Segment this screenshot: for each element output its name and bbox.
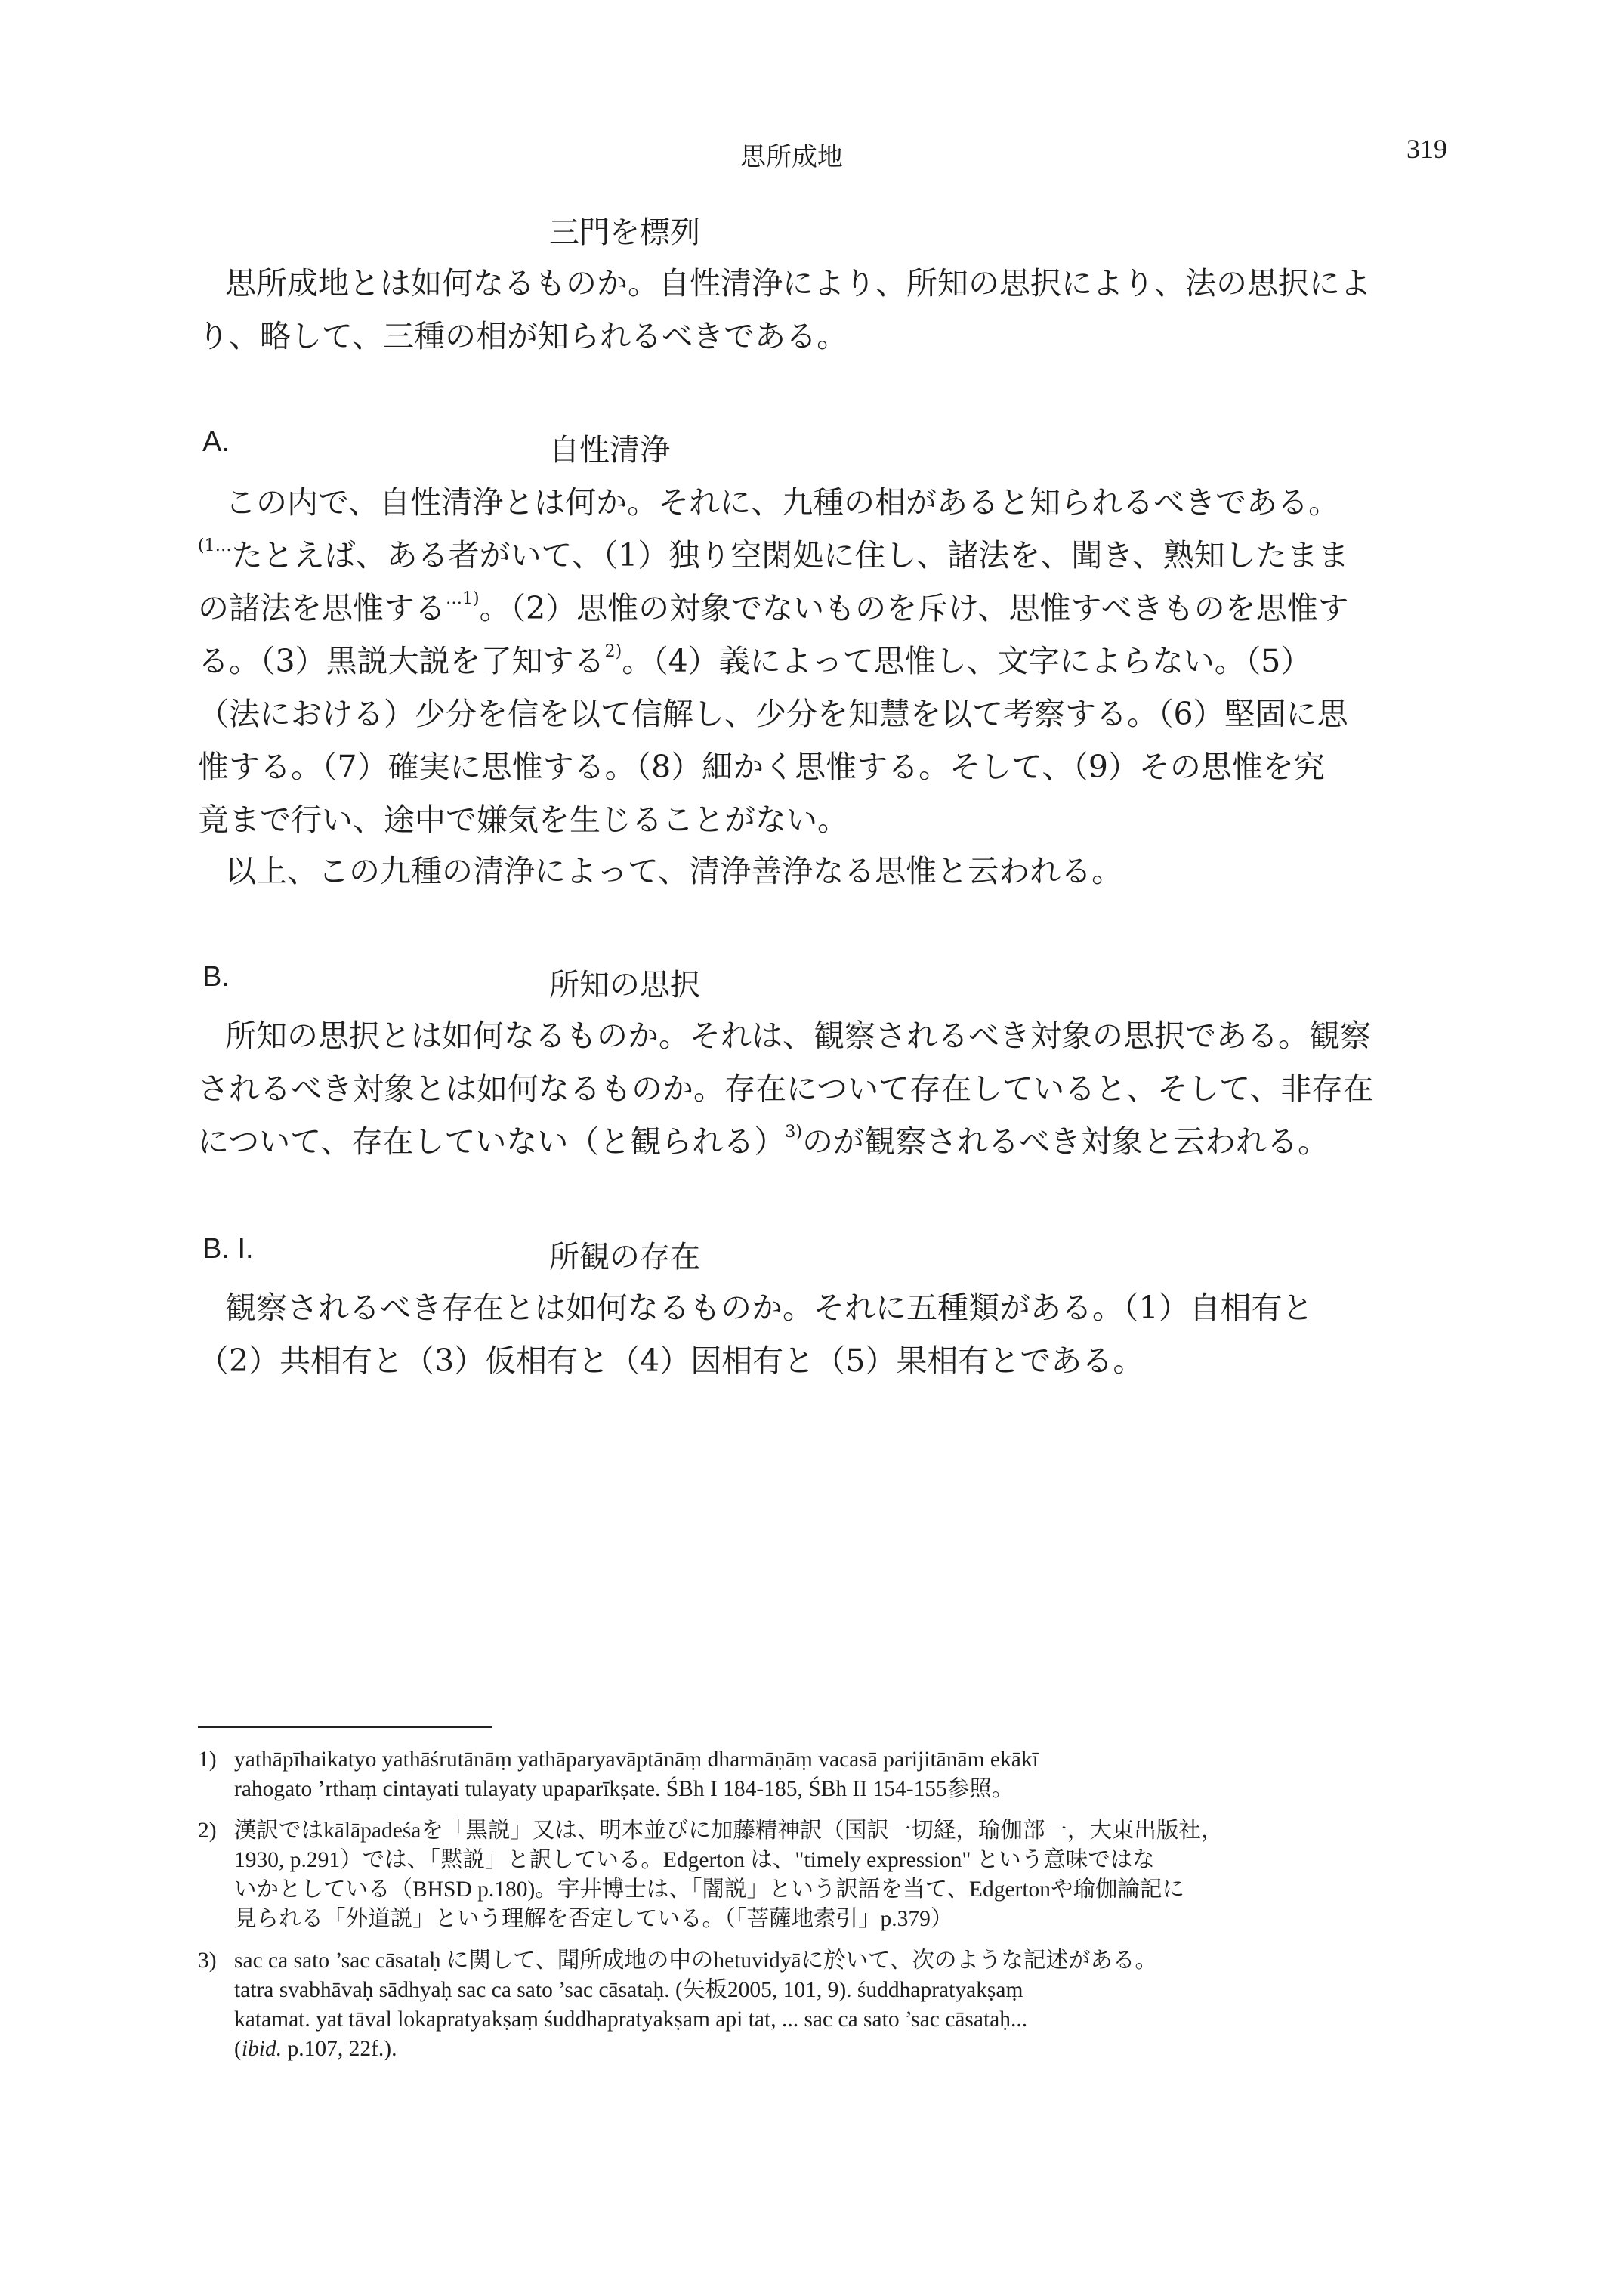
intro-line-1: 思所成地とは如何なるものか。自性清浄により、所知の思択により、法の思択によ (225, 265, 1371, 301)
intro-line-2: り、略して、三種の相が知られるべきである。 (198, 318, 848, 354)
footnote-3-line-1: sac ca sato ’sac cāsataḥ に関して、聞所成地の中のhetuvidyāに於いて、次のような記述がある。 (234, 1948, 1158, 1973)
section-a-line-2: $^{(1\dots}$たとえば、ある者がいて、（1）独り空閑処に住し、諸法を、聞き、熟知したまま (198, 536, 1349, 573)
footnote-3-line-4: (ibid. p.107, 22f.). (234, 2037, 397, 2061)
heading-three-gates: 三門を標列 (549, 215, 700, 250)
footnote-3-ibid: ibid. (241, 2037, 283, 2061)
section-b-line-2: されるべき対象とは如何なるものか。存在について存在していると、そして、非存在 (198, 1071, 1374, 1107)
footnote-2-line-4: 見られる「外道説」という理解を否定している。（「菩薩地索引」p.379） (234, 1907, 953, 1931)
footnote-1-line-2: rahogato ’rthaṃ cintayati tulayaty upaparīkṣate. ŚBh I 184-185, ŚBh II 154-155参照。 (234, 1777, 1014, 1801)
section-b-letter: B. (202, 961, 230, 993)
note-mark-3: 3) (785, 1123, 802, 1142)
section-a-line-7: 竟まで行い、途中で嫌気を生じることがない。 (198, 802, 848, 838)
section-a-heading: 自性清浄 (549, 433, 670, 468)
footnote-2-line-2: 1930, p.291）では、「黙説」と訳している。Edgerton は、"timely expression" という意味ではな (234, 1848, 1155, 1872)
section-b1-letter: B. I. (202, 1233, 254, 1265)
footnote-2-line-1: 漢訳ではkālāpadeśaを「黒説」又は、明本並びに加藤精神訳（国訳一切経，瑜伽部一，大東出版社， (234, 1819, 1224, 1843)
section-a-line-5: （法における）少分を信を以て信解し、少分を知慧を以て考察する。（6）堅固に思 (198, 696, 1348, 732)
section-a-letter: A. (202, 426, 230, 458)
footnote-3-line-3: katamat. yat tāval lokapratyakṣaṃ śuddhapratyakṣam api tat, ... sac ca sato ’sac cāsataḥ... (234, 2007, 1028, 2032)
section-b1-line-1: 観察されるべき存在とは如何なるものか。それに五種類がある。（1）自相有と (225, 1290, 1314, 1326)
running-header-title: 思所成地 (740, 142, 843, 172)
section-b1-line-2: （2）共相有と（3）仮相有と（4）因相有と（5）果相有とである。 (198, 1343, 1144, 1379)
section-b-line-3: について、存在していない（と観られる）$^{3)}$のが観察されるべき対象と云われる。 (198, 1123, 1329, 1160)
note-mark-1-close: …1) (446, 589, 480, 609)
section-a-line-8: 以上、この九種の清浄によって、清浄善浄なる思惟と云われる。 (225, 853, 1123, 889)
footnote-2-line-3: いかとしている（BHSD p.180)。宇井博士は、「闇説」という訳語を当て、Edgertonや瑜伽論記に (234, 1877, 1185, 1902)
footnote-2-number: 2) (198, 1819, 217, 1843)
note-mark-1-open: (1… (198, 536, 232, 556)
section-a-line-4: る。（3）黒説大説を了知する$^{2)}$。（4）義によって思惟し、文字によらない。（5） (198, 642, 1312, 679)
page-number: 319 (1406, 134, 1447, 164)
section-b-line-1: 所知の思択とは如何なるものか。それは、観察されるべき対象の思択である。観察 (225, 1018, 1371, 1054)
footnote-1-line-1: yathāpīhaikatyo yathāśrutānāṃ yathāparyavāptānāṃ dharmāṇāṃ vacasā parijitānām ekākī (234, 1747, 1039, 1772)
section-a-line-3: の諸法を思惟する$^{\dots 1)}$。（2）思惟の対象でないものを斥け、思惟すべきものを思惟す (198, 589, 1349, 626)
section-b-heading: 所知の思択 (549, 968, 700, 1003)
footnote-3-line-2: tatra svabhāvaḥ sādhyaḥ sac ca sato ’sac cāsataḥ. (矢板2005, 101, 9). śuddhapratyakṣaṃ (234, 1978, 1023, 2002)
footnote-3-number: 3) (198, 1948, 217, 1973)
section-a-line-1: この内で、自性清浄とは何か。それに、九種の相があると知られるべきである。 (225, 484, 1340, 521)
section-b1-heading: 所観の存在 (549, 1240, 700, 1275)
footnote-rule (198, 1726, 492, 1728)
section-a-line-6: 惟する。（7）確実に思惟する。（8）細かく思惟する。そして、（9）その思惟を究 (198, 749, 1325, 785)
note-mark-2: 2) (604, 642, 622, 662)
footnote-1-number: 1) (198, 1747, 217, 1772)
